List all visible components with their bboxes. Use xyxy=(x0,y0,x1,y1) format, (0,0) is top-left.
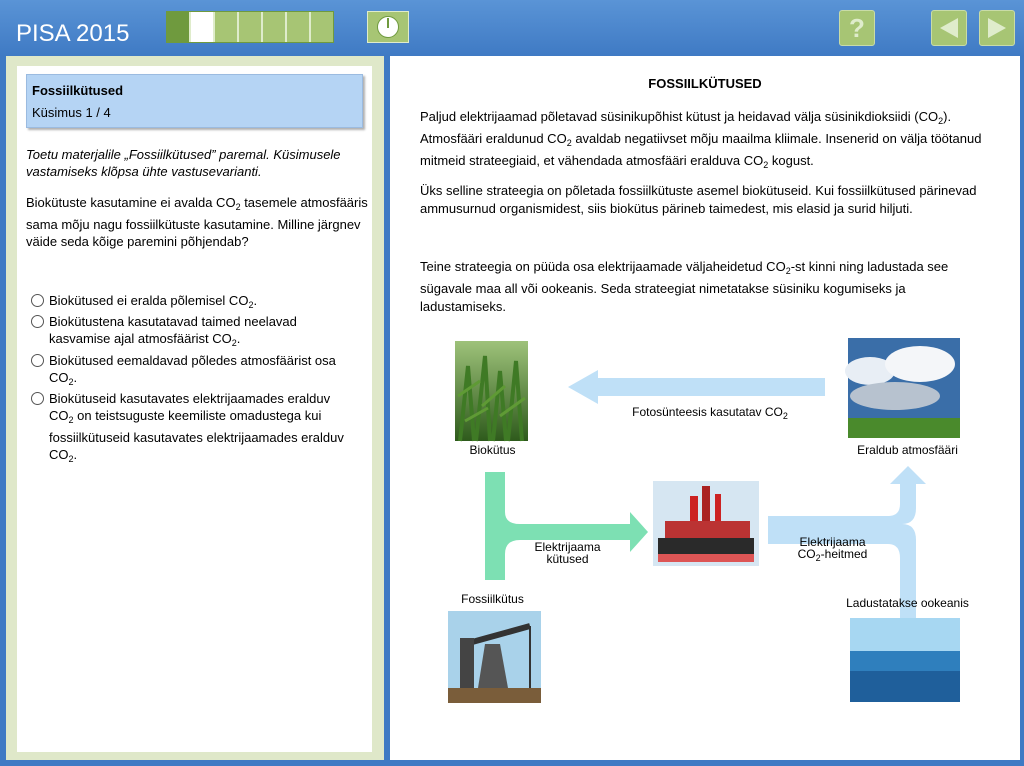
radio-button[interactable] xyxy=(31,294,44,307)
label-photosynthesis: Fotosünteesis kasutatav $CO_2$ xyxy=(632,405,788,421)
timer-clock-icon xyxy=(367,11,409,43)
label-atmosphere: Eraldub atmosfääri xyxy=(857,443,958,457)
fossil-fuel-diagram xyxy=(390,326,1020,760)
pisa-logo: PISA 2015 xyxy=(16,20,130,47)
clock-hand xyxy=(387,18,389,28)
question-title: Fossiilkütused xyxy=(32,83,124,98)
progress-segment-2 xyxy=(191,12,215,42)
help-button[interactable] xyxy=(839,10,875,46)
label-plant-fuels: Elektrijaama kütused xyxy=(534,540,601,566)
progress-indicator xyxy=(166,11,334,43)
stimulus-title: FOSSIILKÜTUSED xyxy=(648,76,762,91)
option-label: Biokütustena kasutatavad taimed neelavad kasvamise ajal atmosfäärist $CO_2$. xyxy=(49,314,297,348)
question-instruction: Toetu materjalile „Fossiilkütused” paremal. Küsimusele vastamiseks klõpsa ühte vastusevarianti. xyxy=(26,147,341,179)
progress-segment-7 xyxy=(311,12,333,42)
radio-button[interactable] xyxy=(31,354,44,367)
stimulus-paragraph-3: Teine strateegia on püüda osa elektrijaamade väljaheidetud $CO_2-st$ kinni ning ladustada see sügavale maa all või ookeanis. Seda strateegiat nimetatakse süsiniku kogumiseks ja ladustamiseks. xyxy=(420,259,949,314)
question-number: Küsimus 1 / 4 xyxy=(32,105,111,120)
option-label: Biokütused eemaldavad põledes atmosfäärist osa $CO_2$. xyxy=(49,353,336,387)
progress-segment-5 xyxy=(263,12,287,42)
label-fossil-fuel: Fossiilkütus xyxy=(461,592,524,606)
question-text: Biokütuste kasutamine ei avalda $CO_2$ tasemele atmosfääris sama mõju nagu fossiilkütuste kasutamine. Milline järgnev väide seda kõige paremini põhjendab? xyxy=(26,195,368,249)
question-panel xyxy=(6,56,384,760)
top-bar xyxy=(0,0,1024,56)
sky-image xyxy=(845,338,960,438)
progress-segment-4 xyxy=(239,12,263,42)
arrow-left-icon xyxy=(940,18,958,38)
progress-segment-6 xyxy=(287,12,311,42)
question-header xyxy=(26,74,363,128)
label-biofuel: Biokütus xyxy=(469,443,516,457)
stimulus-panel xyxy=(390,56,1020,760)
ocean-image xyxy=(850,618,960,702)
power-plant-image xyxy=(653,481,759,566)
progress-segment-1 xyxy=(167,12,191,42)
progress-segment-3 xyxy=(215,12,239,42)
stimulus-paragraph-2: Üks selline strateegia on põletada fossiilkütuste asemel biokütuseid. Kui fossiilkütused pärinevad ammusurnud organismidest, siis biokütus pärineb taimedest, mis elasid ja surid hiljuti. xyxy=(420,183,977,216)
radio-button[interactable] xyxy=(31,392,44,405)
previous-button[interactable] xyxy=(931,10,967,46)
label-emissions: Elektrijaama $CO_2$-heitmed xyxy=(797,535,868,563)
corn-image xyxy=(455,341,528,441)
radio-button[interactable] xyxy=(31,315,44,328)
option-label: Biokütused ei eralda põlemisel $CO_2$. xyxy=(49,293,258,310)
question-panel-inner xyxy=(17,66,372,752)
arrow-right-icon xyxy=(988,18,1006,38)
next-button[interactable] xyxy=(979,10,1015,46)
photosynthesis-arrow xyxy=(568,370,825,404)
help-icon: ? xyxy=(849,13,865,43)
option-label: Biokütuseid kasutavates elektrijaamades eralduv $CO_2$ on teistsuguste keemiliste omadustega kui fossiilkütuseid kasutavates elektrijaamades eralduv $CO_2$. xyxy=(49,391,344,464)
stimulus-paragraph-1: Paljud elektrijaamad põletavad süsinikupõhist kütust ja heidavad välja süsinikdioksiidi $(CO_2)$. Atmosfääri eraldunud $CO_2$ avaldab negatiivset mõju maailma kliimale. Insenerid on välja töötanud mitmeid strateegiaid, et vähendada atmosfääri eralduva $CO_2$ kogust. xyxy=(420,109,982,170)
oil-pump-image xyxy=(448,611,541,703)
label-ocean: Ladustatakse ookeanis xyxy=(846,596,969,610)
